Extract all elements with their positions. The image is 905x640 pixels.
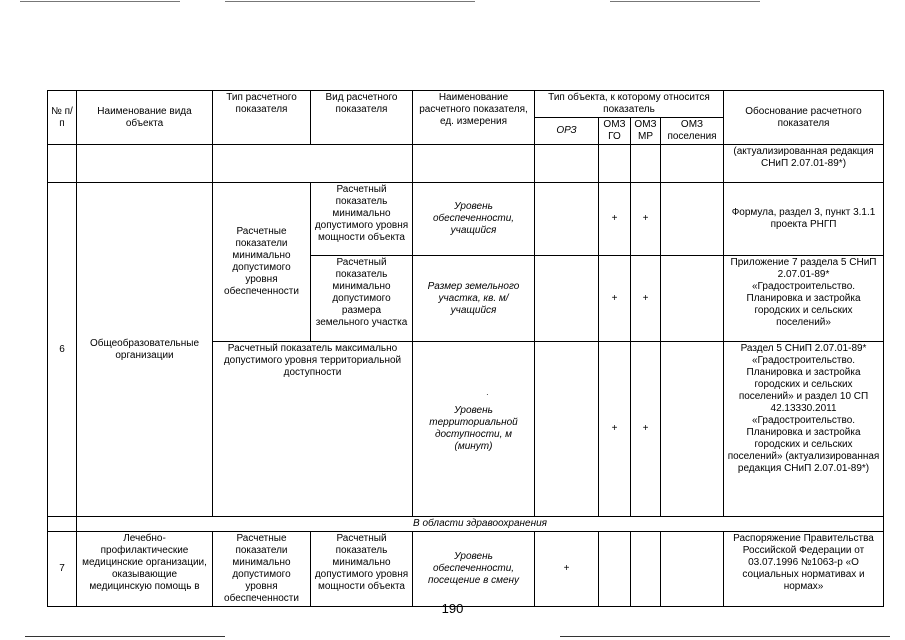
scan-top-line-right	[610, 1, 760, 2]
carry-omz-pos	[661, 145, 724, 183]
header-omz-mr: ОМЗ МР	[631, 118, 661, 145]
header-omz-pos: ОМЗ поселения	[661, 118, 724, 145]
row7-omz-pos	[661, 532, 724, 607]
carry-name	[413, 145, 535, 183]
row6-num: 6	[48, 183, 77, 517]
row6-sub2-name: Размер земельного участка, кв. м/учащийся	[413, 256, 535, 342]
header-basis: Обоснование расчетного показателя	[724, 91, 884, 145]
row6-sub1-name: Уровень обеспеченности, учащийся	[413, 183, 535, 256]
row6-sub2-omz-pos	[661, 256, 724, 342]
row6-sub2-omz-mr: +	[631, 256, 661, 342]
scan-bottom-line-left	[25, 636, 225, 637]
header-num: № п/п	[48, 91, 77, 145]
row7-basis: Распоряжение Правительства Российской Федерации от 03.07.1996 №1063-р «О социальных нормативах и нормах»	[724, 532, 884, 607]
header-object: Наименование вида объекта	[77, 91, 213, 145]
carry-basis: (актуализированная редакция СНиП 2.07.01-89*)	[724, 145, 884, 183]
row6-sub3-omz-pos	[661, 342, 724, 517]
header-orz: ОРЗ	[535, 118, 599, 145]
row7-omz-mr	[631, 532, 661, 607]
row6-indicator-type: Расчетные показатели минимально допустимого уровня обеспеченности	[213, 183, 311, 342]
scan-top-line-mid	[225, 1, 475, 2]
standards-table	[47, 90, 884, 607]
header-indicator-kind: Вид расчетного показателя	[311, 91, 413, 145]
scan-top-line-left	[20, 1, 180, 2]
row6-sub1-omz-mr: +	[631, 183, 661, 256]
row6-sub1-omz-go: +	[599, 183, 631, 256]
row7	[48, 532, 884, 607]
row6-sub2-kind: Расчетный показатель минимально допустимого размера земельного участка	[311, 256, 413, 342]
row6-sub2-orz	[535, 256, 599, 342]
page-number: 190	[441, 601, 464, 616]
row6-sub1	[48, 183, 884, 256]
row7-omz-go	[599, 532, 631, 607]
row6-sub1-orz	[535, 183, 599, 256]
carry-over-row	[48, 145, 884, 183]
row6-sub3-omz-go: +	[599, 342, 631, 517]
row6-sub1-omz-pos	[661, 183, 724, 256]
row6-sub3-orz	[535, 342, 599, 517]
carry-omz-go	[599, 145, 631, 183]
header-indicator-name: Наименование расчетного показателя, ед. измерения	[413, 91, 535, 145]
carry-orz	[535, 145, 599, 183]
header-indicator-type: Тип расчетного показателя	[213, 91, 311, 145]
carry-omz-mr	[631, 145, 661, 183]
row7-orz: +	[535, 532, 599, 607]
row6-sub3-kind: Расчетный показатель максимально допустимого уровня территориальной доступности	[213, 342, 413, 517]
section-title: В области здравоохранения	[77, 517, 884, 532]
scan-bottom-line-right	[560, 636, 890, 637]
section-row	[48, 517, 884, 532]
row7-object: Лечебно-профилактические медицинские организации, оказывающие медицинскую помощь в	[77, 532, 213, 607]
carry-indicator	[213, 145, 413, 183]
row7-num: 7	[48, 532, 77, 607]
row7-indicator-type: Расчетные показатели минимально допустимого уровня обеспеченности	[213, 532, 311, 607]
section-num	[48, 517, 77, 532]
header-object-type: Тип объекта, к которому относится показатель	[535, 91, 724, 118]
carry-object	[77, 145, 213, 183]
carry-num	[48, 145, 77, 183]
row6-sub3-omz-mr: +	[631, 342, 661, 517]
header-omz-go: ОМЗ ГО	[599, 118, 631, 145]
row6-sub3-name: Уровень территориальной доступности, м (минут)	[413, 342, 535, 517]
row6-sub2-basis: Приложение 7 раздела 5 СНиП 2.07.01-89* «Градостроительство. Планировка и застройка городских и сельских поселений»	[724, 256, 884, 342]
row6-sub1-basis: Формула, раздел 3, пункт 3.1.1 проекта РНГП	[724, 183, 884, 256]
scan-speck: ·	[486, 390, 489, 399]
row7-kind: Расчетный показатель минимально допустимого уровня мощности объекта	[311, 532, 413, 607]
row6-object: Общеобразовательные организации	[77, 183, 213, 517]
row6-sub2-omz-go: +	[599, 256, 631, 342]
row6-sub3-basis: Раздел 5 СНиП 2.07.01-89* «Градостроительство. Планировка и застройка городских и сельских поселений» и раздел 10 СП 42.13330.2011 «Градостроительство. Планировка и застройка городских и сельских поселений» (актуализированная редакция СНиП 2.07.01-89*)	[724, 342, 884, 517]
row6-sub1-kind: Расчетный показатель минимально допустимого уровня мощности объекта	[311, 183, 413, 256]
row7-name: Уровень обеспеченности, посещение в смену	[413, 532, 535, 607]
header-row-1	[48, 91, 884, 118]
